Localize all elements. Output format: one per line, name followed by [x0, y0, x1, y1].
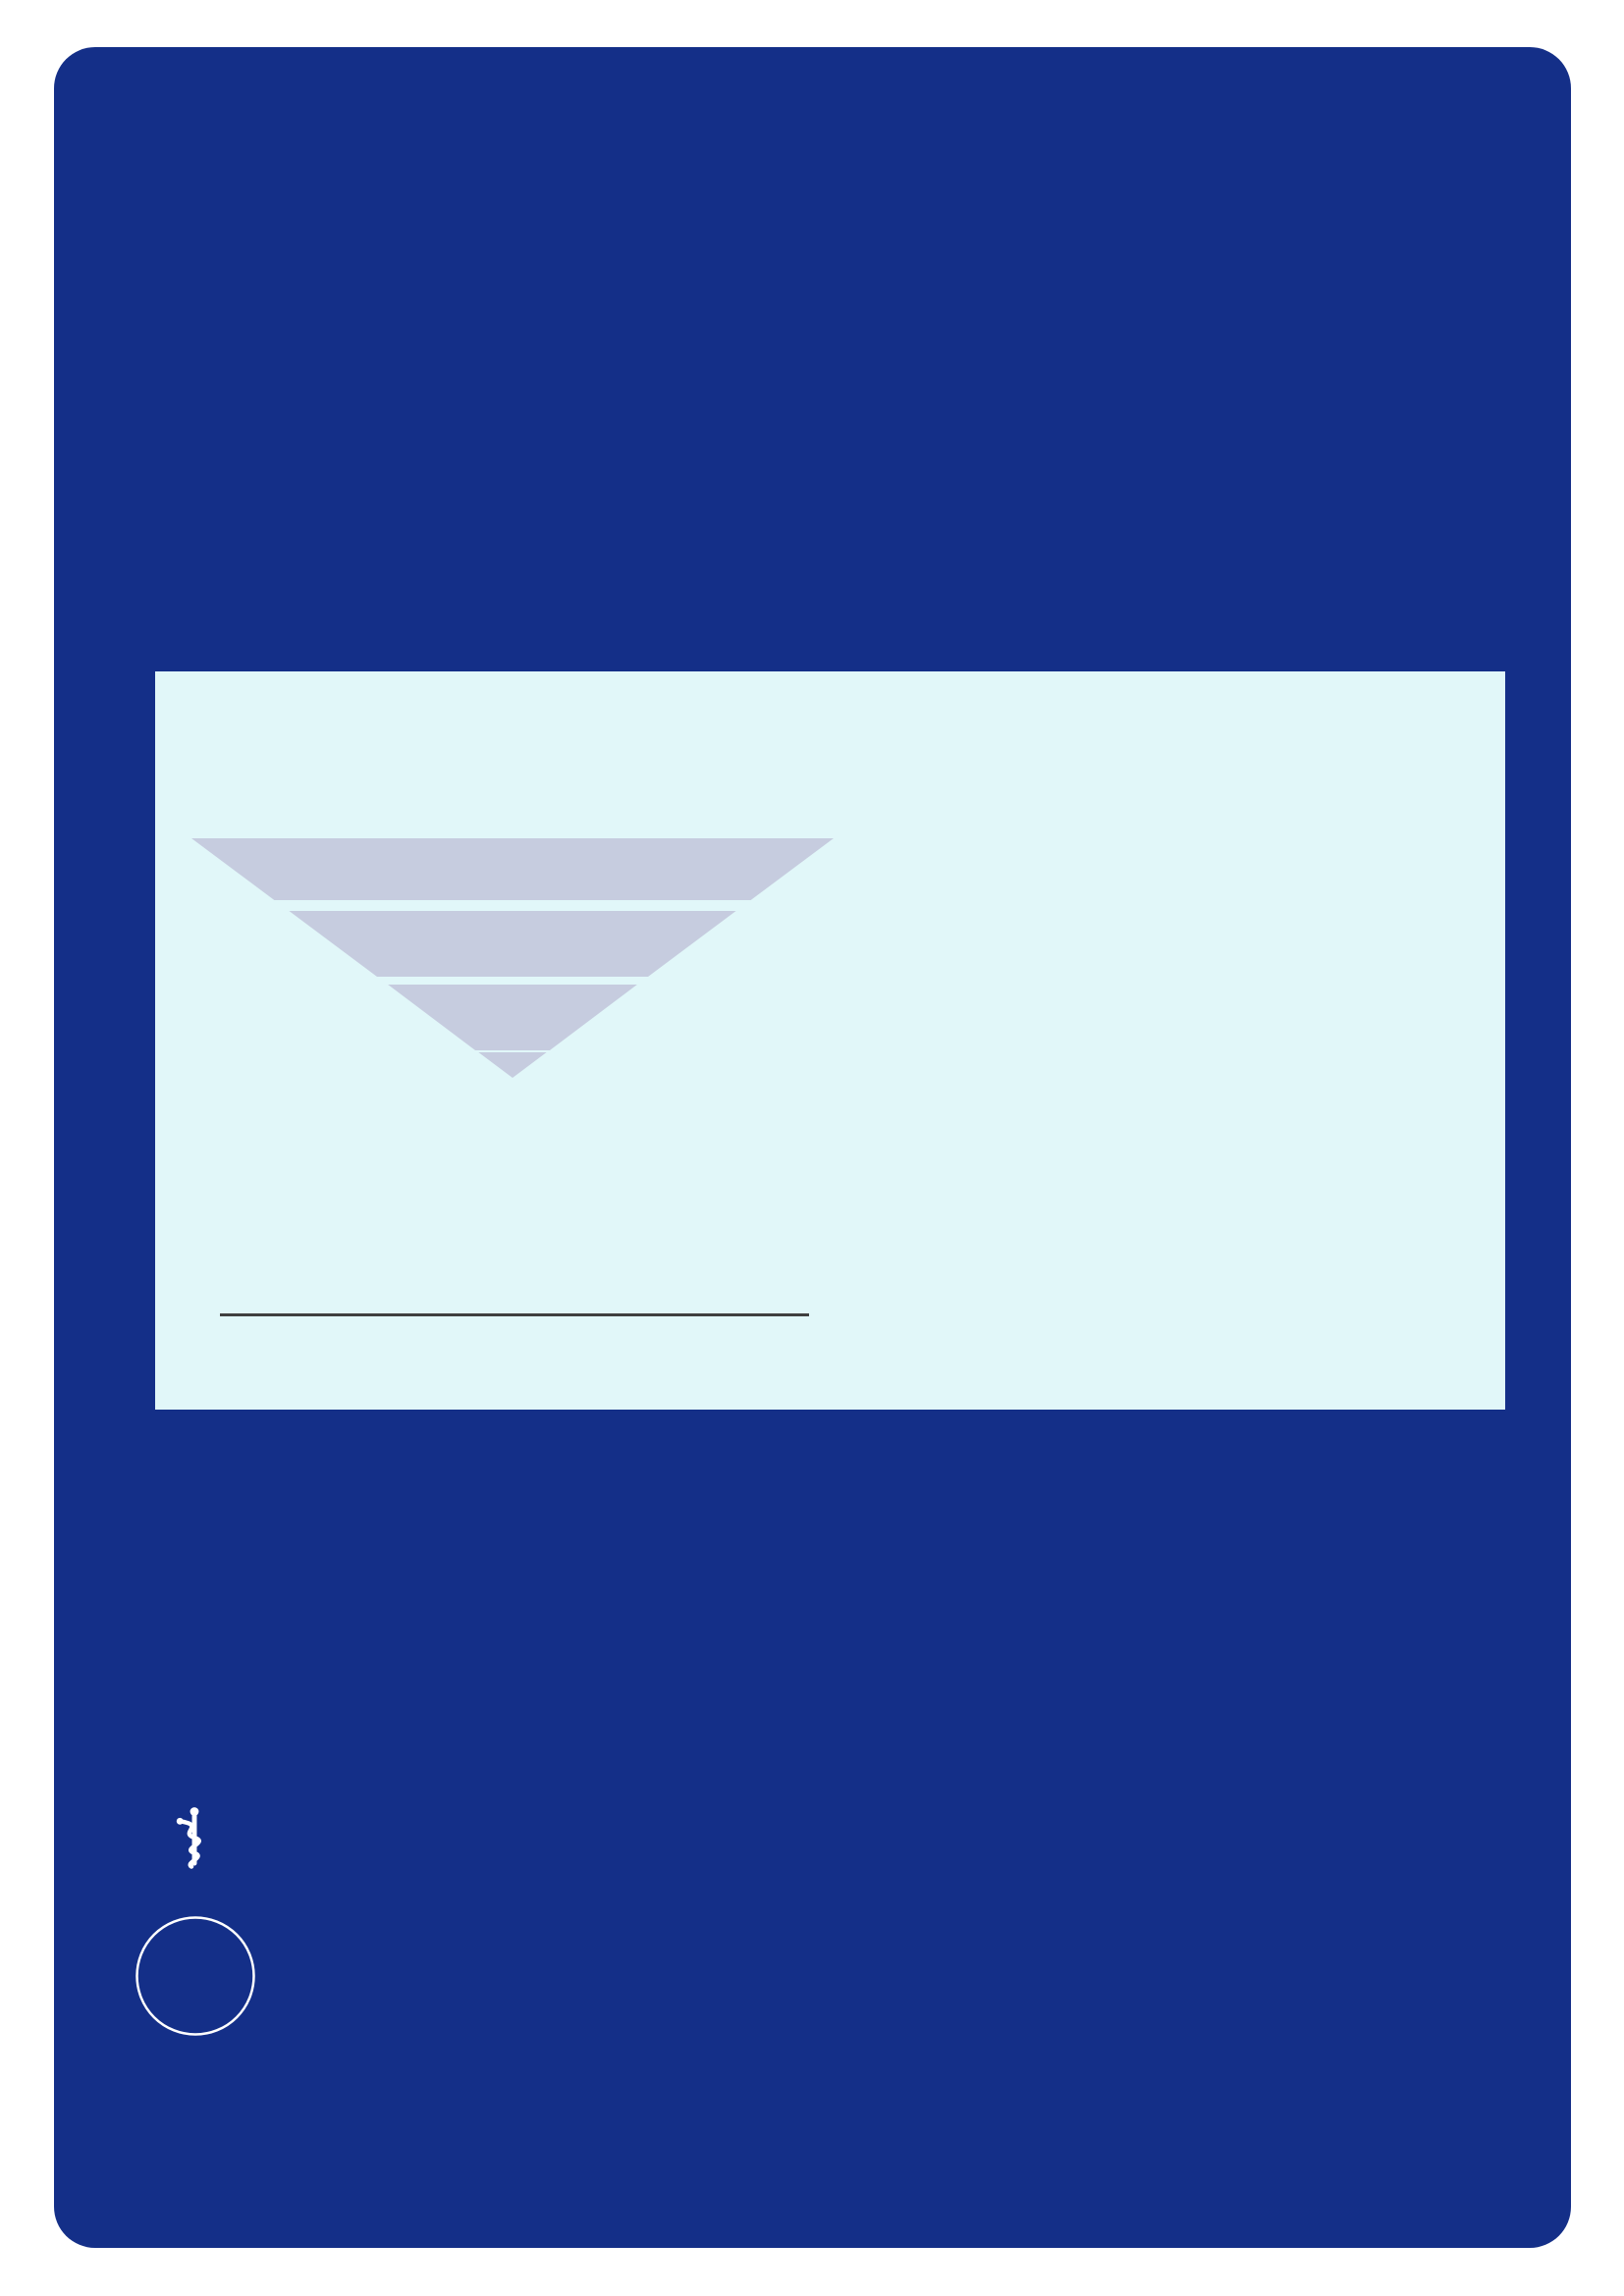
cls-jep-logo [136, 1783, 252, 1898]
chart-plot [236, 1077, 800, 1314]
rod-of-asclepius-icon [177, 1807, 199, 1866]
funnel-slice-cryptogenic-cirrhosis [191, 911, 834, 977]
sgs-ring-circle [137, 1918, 254, 2035]
journal-cover [54, 47, 1571, 2248]
sgs-logo [135, 1915, 256, 2037]
funnel-tip [191, 1052, 834, 1078]
funnel-slice-biliary-atresia [191, 838, 834, 900]
infographic-panel [155, 671, 1505, 1410]
chart-x-axis [220, 1313, 809, 1316]
causes-funnel [191, 838, 834, 1078]
chart-y-axis-labels [155, 1077, 226, 1314]
funnel-slice-pfic [191, 985, 834, 1050]
